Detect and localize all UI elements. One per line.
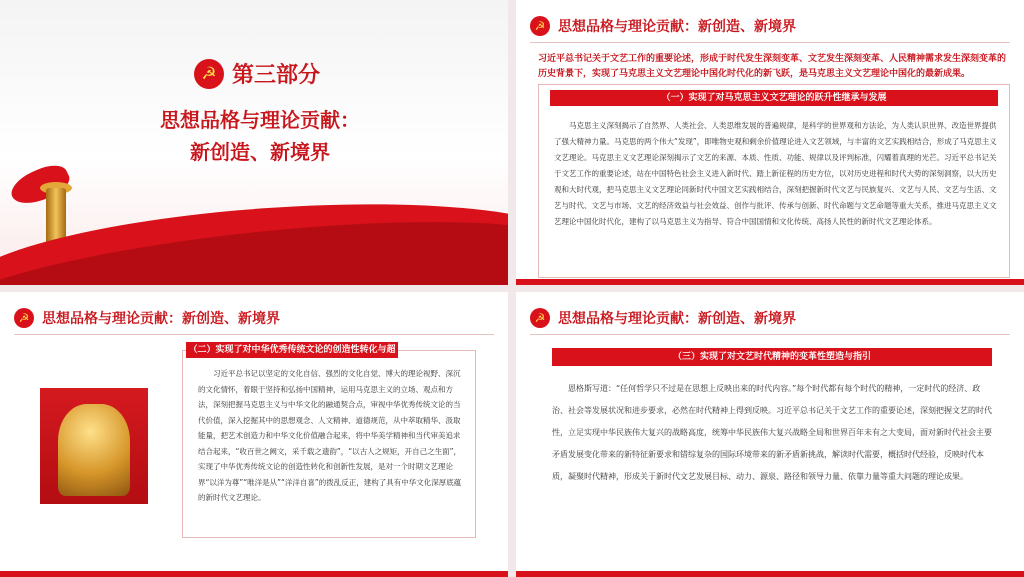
slide-header-title: 思想品格与理论贡献：新创造、新境界 [42,311,280,327]
body-paragraph: 习近平总书记以坚定的文化自信、强烈的文化自觉、博大的理论视野、深沉的文化情怀，着眼于坚持和弘扬中国精神，运用马克思主义的立场、观点和方法，深刻把握马克思主义与中华文化的融通契合点，审视中华优秀传统文论的当代价值，深入挖掘其中的思想观念、人文精神、道德规范，从中萃取精华、汲取能量，把艺术创造力和中华文化价值融合起来，将中华美学精神和当代审美追求结合起来，“收百世之阙文，采千载之遗韵”，“以古人之规矩，开自己之生面”，实现了中华优秀传统文论的创造性转化和创新性发展，是对一个时期文艺理论界“以洋为尊”“唯洋是从”“洋洋自喜”的拨乱反正，建构了具有中华文化深厚底蕴的新时代文艺理论。 [198,369,462,502]
bottom-band [516,571,1024,577]
intro-paragraph: 习近平总书记关于文艺工作的重要论述，形成于时代发生深刻变革、文艺发生深刻变革、人民精神需求发生深刻变革的历史背景下，实现了马克思主义文艺理论中国化时代化的新飞跃，是马克思主义文艺理论中国化的最新成果。 [538,54,1007,79]
bottom-band [0,571,508,577]
section-title [130,104,390,168]
body-paragraph: 恩格斯写道：“任何哲学只不过是在思想上反映出来的时代内容。”每个时代都有每个时代的精神，一定时代的经济、政治、社会等发展状况和进步要求，必然在时代精神上得到反映。习近平总书记关于文艺工作的重要论述，深刻把握文艺的时代性，立足实现中华民族伟大复兴的战略高度，统筹中华民族伟大复兴战略全局和世界百年未有之大变局，面对新时代社会主要矛盾发展变化带来的新特征新要求和错综复杂的国际环境带来的新矛盾新挑战，解读时代需要，概括时代经验，反映时代本质，凝聚时代精神，形成关于新时代文艺发展目标、动力、源泉、路径和领导力量、依靠力量等重大问题的理论成果。 [552,384,992,481]
golden-lion-figure [58,404,130,496]
party-emblem-icon: ☭ [14,308,34,328]
slide-section-cover[interactable] [0,0,508,285]
party-emblem-icon: ☭ [530,16,550,36]
section-title-line1: 思想品格与理论贡献： [160,108,360,132]
subsection-title-bar: （一）实现了对马克思主义文艺理论的跃升性继承与发展 [550,90,998,106]
bottom-band [516,279,1024,285]
slide-header-title: 思想品格与理论贡献：新创造、新境界 [558,19,796,35]
party-emblem-icon: ☭ [530,308,550,328]
slide-content-3[interactable] [516,292,1024,577]
header-divider [14,334,494,335]
body-paragraph: 马克思主义深刻揭示了自然界、人类社会、人类思维发展的普遍规律，是科学的世界观和方法论，为人类认识世界、改造世界提供了强大精神力量。马克思的两个伟大“发现”，即唯物史观和剩余价值理论进入文艺领域，与丰富的文艺实践相结合，形成了马克思主义文艺理论。马克思主义文艺理论深刻揭示了文艺的来源、本质、性质、功能、规律以及评判标准，闪耀着真理的光芒。习近平总书记关于文艺工作的重要论述，站在中国特色社会主义进入新时代、踏上新征程的历史方位，以对历史进程和时代大势的深刻洞察，以大历史观和大时代观，把马克思主义文艺理论同新时代中国文艺实践相结合，深刻把握新时代文艺与民族复兴、文艺与人民、文艺与生活、文艺与时代、文艺与市场、文艺的经济效益与社会效益、创作与批评、传承与创新、时代命题与文艺命题等重大关系，推进马克思主义文艺理论中国化时代化，建构了以马克思主义为指导、符合中国国情和文化传统、高扬人民性的新时代文艺理论体系。 [554,121,997,226]
header-divider [530,334,1010,335]
slide-content-1[interactable] [516,0,1024,285]
party-emblem-icon: ☭ [194,59,224,89]
header-divider [530,42,1010,43]
slide-header [530,14,796,38]
slide-header [530,306,796,330]
golden-lion-image [40,388,148,504]
subsection-title-bar: （二）实现了对中华优秀传统文论的创造性转化与超越 [186,342,398,358]
slide-header-title: 思想品格与理论贡献：新创造、新境界 [558,311,796,327]
section-heading [194,58,320,89]
section-title-line2: 新创造、新境界 [190,140,330,164]
slide-header [14,306,280,330]
subsection-title-bar: （三）实现了对文艺时代精神的变革性塑造与指引 [552,348,992,366]
section-label: 第三部分 [232,63,321,88]
slide-content-2[interactable] [0,292,508,577]
